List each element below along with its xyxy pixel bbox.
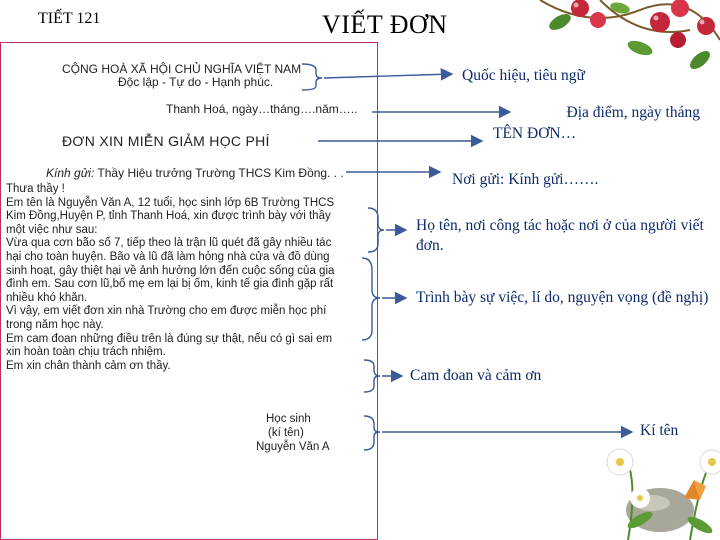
- body-line: Kim Đồng,Huyện P, tỉnh Thanh Hoá, xin được trình bày với thầy: [6, 210, 331, 223]
- body-line: xin hoàn toàn chịu trách nhiệm.: [6, 346, 166, 359]
- recipient-prefix: Kính gửi:: [46, 166, 95, 180]
- recipient-line: [46, 166, 344, 180]
- body-line: Em tên là Nguyễn Văn A, 12 tuổi, học sinh lớp 6B Trường THCS: [6, 196, 335, 209]
- note-signature: Kí tên: [640, 422, 679, 439]
- motto-line-1: CỘNG HOÀ XÃ HỘI CHỦ NGHĨA VIỆT NAM: [62, 62, 302, 76]
- note-presentation: Trình bày sự việc, lí do, nguyện vọng (đề nghị): [416, 289, 709, 306]
- berry-branch-icon: [540, 0, 720, 72]
- note-sender: Họ tên, nơi công tác hoặc nơi ở của người viết đơn.: [416, 217, 704, 254]
- body-line: Thưa thầy !: [6, 183, 65, 195]
- body-line: hại cho toàn huyện. Bão và lũ đã làm hỏng nhà cửa và đồ dùng: [6, 250, 330, 263]
- signature-line: Nguyễn Văn A: [256, 441, 330, 453]
- motto-line-2: Độc lập - Tự do - Hạnh phúc.: [118, 75, 274, 89]
- note-commitment: Cam đoan và cảm ơn: [410, 367, 542, 384]
- body-line: Vì vậy, em viết đơn xin nhà Trường cho em được miễn học phí: [6, 305, 327, 318]
- body-line: Vừa qua cơn bão số 7, tiếp theo là trận lũ quét đã gây nhiều tác: [6, 237, 332, 250]
- body-line: trong năm học này.: [6, 318, 104, 331]
- place-date: Thanh Hoá, ngày…tháng….năm…..: [166, 102, 358, 116]
- body-line: đình em. Sau cơn lũ,bố mẹ em lại bị ốm, kinh tế gia đình gặp rất: [6, 278, 334, 291]
- signature-line: (kí tên): [268, 427, 304, 439]
- body-line: một việc như sau:: [6, 223, 98, 236]
- signature-block: [256, 412, 366, 454]
- body-line: Em xin chân thành cảm ơn thầy.: [6, 359, 171, 372]
- note-motto: Quốc hiệu, tiêu ngữ: [462, 67, 585, 84]
- flowers-decoration-icon: [607, 449, 720, 540]
- body-line: sinh hoạt, gây thiệt hại về ảnh hưởng lớn đến cuộc sống của gia: [6, 264, 335, 277]
- lesson-label: TIẾT 121: [38, 10, 101, 27]
- note-doc-title: TÊN ĐƠN…: [493, 125, 577, 142]
- note-recipient: Nơi gửi: Kính gửi…….: [452, 171, 599, 188]
- page-title: VIẾT ĐƠN: [322, 10, 448, 39]
- letter-title: ĐƠN XIN MIỄN GIẢM HỌC PHÍ: [62, 133, 270, 149]
- letter-body: [6, 183, 368, 373]
- note-place-date: Địa điểm, ngày tháng: [566, 104, 700, 121]
- body-line: Em cam đoan những điều trên là đúng sự thật, nếu có gì sai em: [6, 332, 333, 345]
- body-line: nhiều khó khăn.: [6, 291, 88, 304]
- signature-line: Học sinh: [266, 413, 311, 425]
- recipient-name: Thầy Hiệu trưởng Trường THCS Kim Đồng. . .: [94, 166, 344, 180]
